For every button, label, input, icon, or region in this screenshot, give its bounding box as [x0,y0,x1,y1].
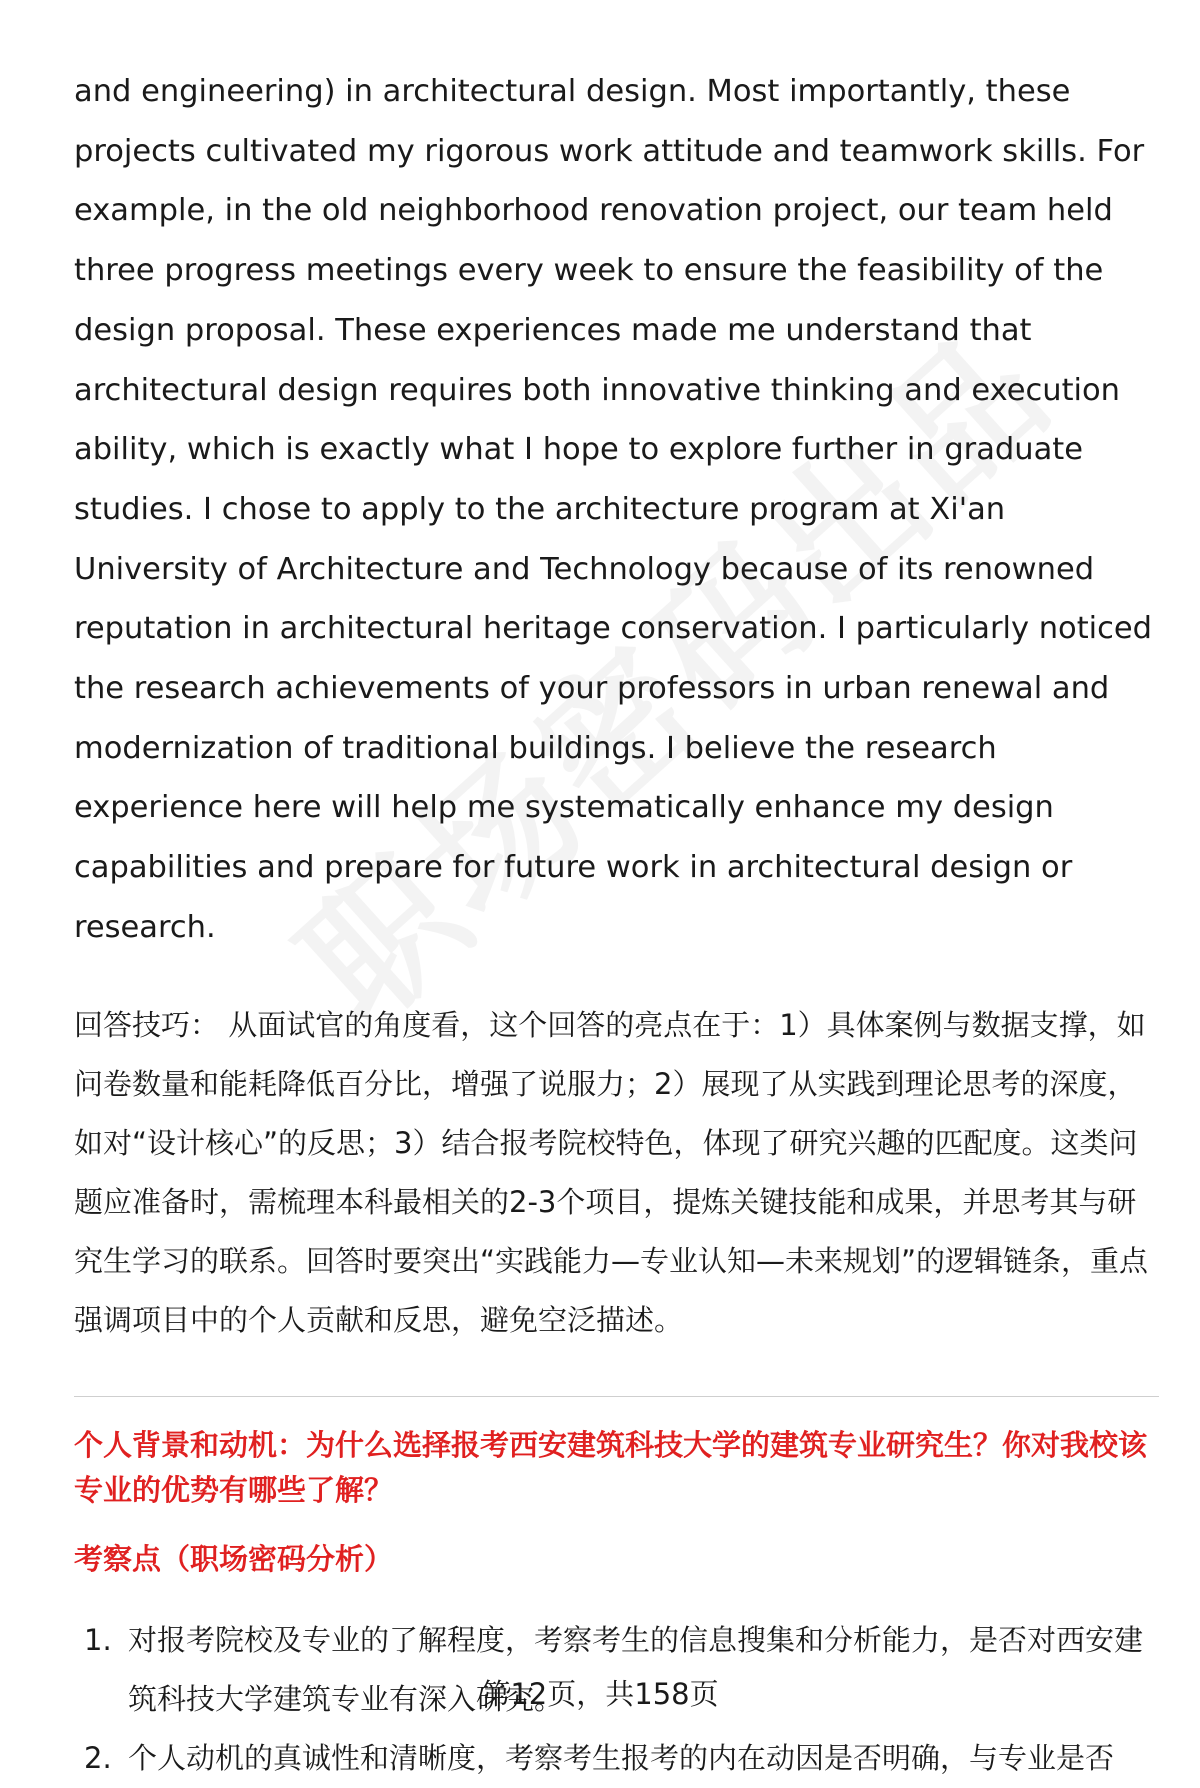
point-number: 1. [84,1622,112,1657]
section-divider [74,1396,1159,1397]
question-heading: 个人背景和动机：为什么选择报考西安建筑科技大学的建筑专业研究生？你对我校该专业的优势有哪些了解？ [74,1427,1148,1507]
point-number: 2. [84,1740,112,1775]
point-text: 个人动机的真诚性和清晰度，考察考生报考的内在动因是否明确，与专业是否 [128,1740,1115,1775]
analysis-point-2 [74,1729,1159,1788]
answer-paragraph: and engineering) in architectural design. Most importantly, these projects cultivated my rigorous work attitude and teamwork skills. For example, in the old neighborhood renovation project, our team held three progress meetings every week to ensure the feasibility of the design proposal. These experiences made me understand that architectural design requires both innovative thinking and execution ability, which is exactly what I hope to explore further in graduate studies. I chose to apply to the architecture program at Xi'an University of Architecture and Technology because of its renowned reputation in architectural heritage conservation. I particularly noticed the research achievements of your professors in urban renewal and modernization of traditional buildings. I believe the research experience here will help me systematically enhance my design capabilities and prepare for future work in architectural design or research. [74,74,1153,945]
answer-tips-paragraph: 回答技巧： 从面试官的角度看，这个回答的亮点在于：1）具体案例与数据支撑，如问卷数量和能耗降低百分比，增强了说服力；2）展现了从实践到理论思考的深度，如对“设计核心”的反思；3）结合报考院校特色，体现了研究兴趣的匹配度。这类问题应准备时，需梳理本科最相关的2-3个项目，提炼关键技能和成果，并思考其与研究生学习的联系。回答时要突出“实践能力—专业认知—未来规划”的逻辑链条，重点强调项目中的个人贡献和反思，避免空泛描述。 [74,1007,1149,1337]
document-page [74,62,1159,1788]
analysis-heading: 考察点（职场密码分析） [74,1541,394,1576]
page-footer: 第12页，共158页 [481,1677,719,1711]
point-text: 对报考院校及专业的了解程度，考察考生的信息搜集和分析能力，是否对西安建筑科技大学建筑专业有深入研究。 [128,1622,1144,1716]
